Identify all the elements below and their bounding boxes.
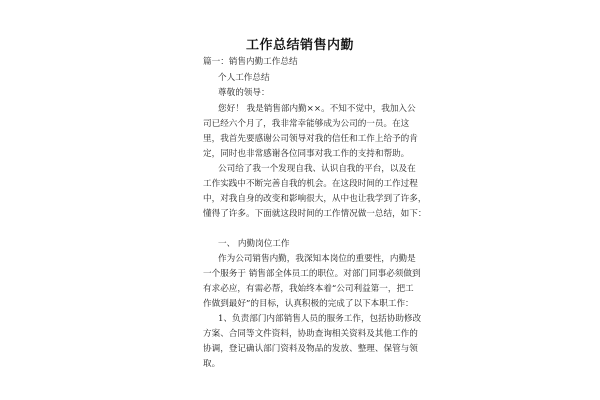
body-line: 作为公司销售内勤，我深知本岗位的重要性，内勤是: [218, 254, 416, 264]
body-line: 1、负责部门内部销售人员的服务工作，包括协助修改: [218, 314, 422, 324]
body-line: 工作实践中不断完善自我的机会。在这段时间的工作过程: [203, 179, 418, 189]
body-line: 公司给了我一个发现自我、认识自我的平台，以及在: [218, 164, 416, 174]
body-line: 作做到最好”的目标，认真积极的完成了以下本职工作：: [203, 299, 414, 309]
document-title: 工作总结销售内勤: [245, 38, 354, 53]
body-line: 有求必应，有需必帮，我始终本着“公司利益第一，把工: [203, 284, 414, 294]
body-line: 您好！ 我是销售部内勤××。不知不觉中，我加入公: [218, 104, 416, 114]
body-line: 中，对我自身的改变和影响很大，从中也让我学到了许多，: [203, 194, 427, 204]
body-line: 里，我首先要感谢公司领导对我的信任和工作上给予的肯: [203, 134, 418, 144]
article-subtitle: 篇一：销售内勤工作总结: [203, 57, 298, 67]
section-heading: 一、 内勤岗位工作: [218, 239, 290, 249]
salutation: 尊敬的领导：: [218, 88, 270, 98]
body-line: 协调，登记确认部门资料及物品的发放、整理、保管与领: [203, 344, 418, 354]
body-line: 方案、合同等文件资料，协助查询相关资料及其他工作的: [203, 329, 418, 339]
body-line: 取。: [203, 359, 221, 369]
body-line: 司已经六个月了，我非常幸能够成为公司的一员。在这: [203, 119, 410, 129]
body-line: 懂得了许多。下面就这段时间的工作情况做一总结，如下：: [203, 209, 427, 219]
body-line: 定，同时也非常感谢各位同事对我工作的支持和帮助。: [203, 149, 410, 159]
section-label: 个人工作总结: [218, 73, 270, 83]
body-line: 一个服务于 销售部全体员工的职位。对部门同事必须做到: [203, 269, 421, 279]
